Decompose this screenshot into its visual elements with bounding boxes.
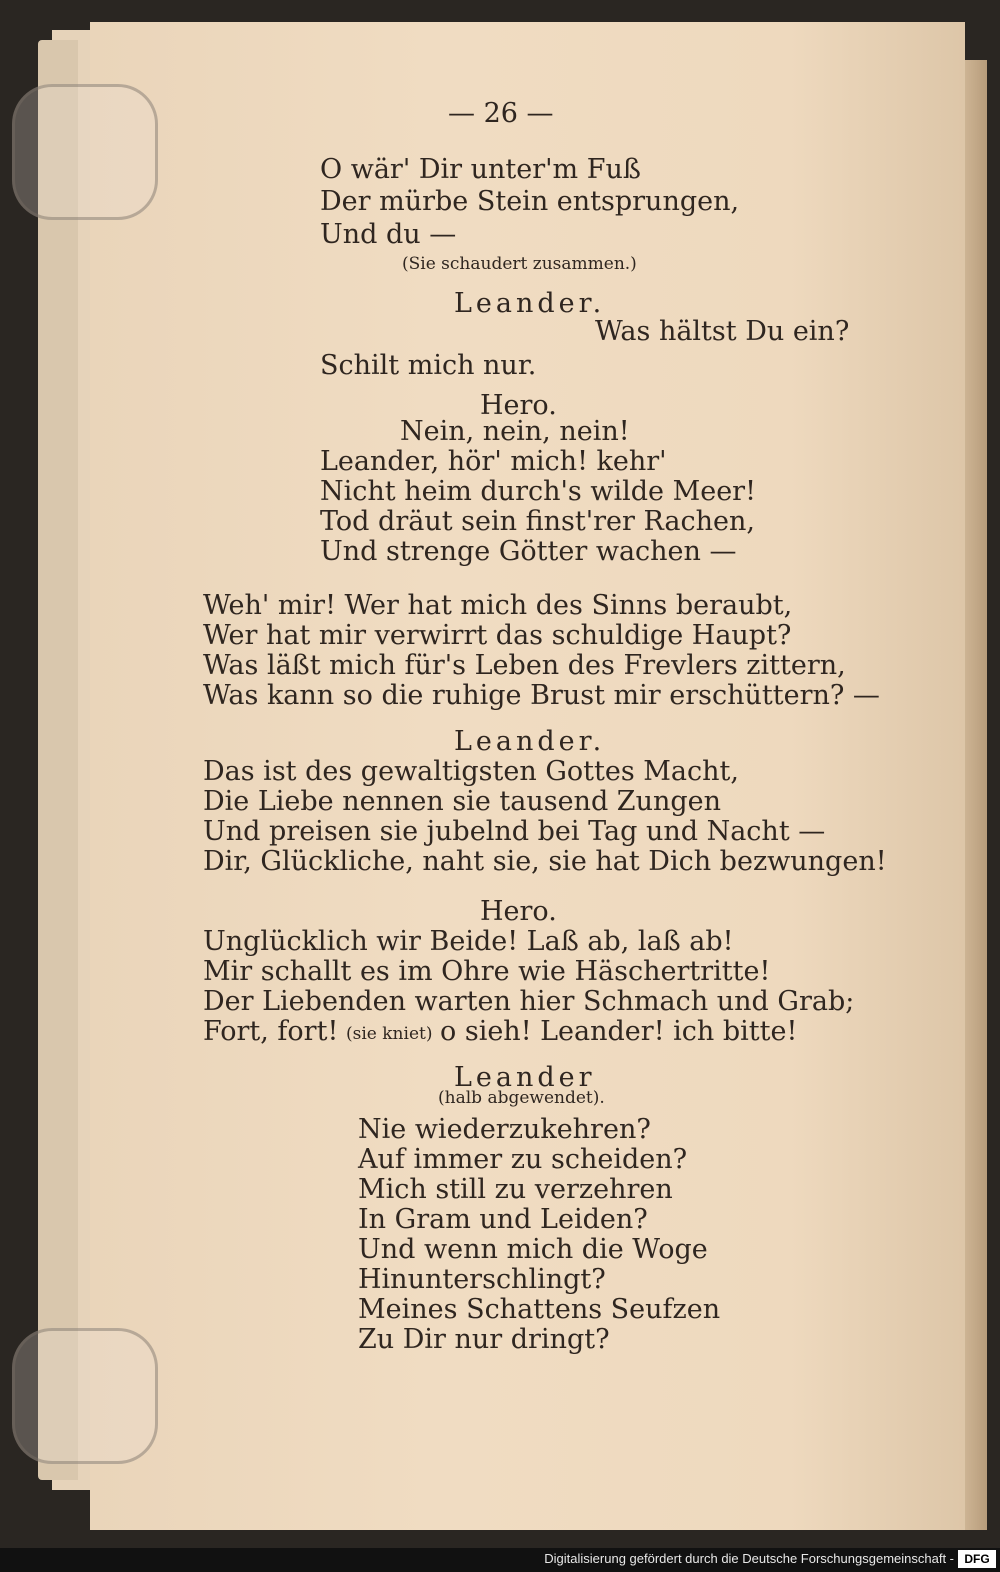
speaker-name: Leander [454, 1062, 596, 1093]
verse-line: Unglücklich wir Beide! Laß ab, laß ab! [203, 926, 734, 957]
verse-line: Das ist des gewaltigsten Gottes Macht, [203, 756, 739, 787]
verse-line: Tod dräut sein finst'rer Rachen, [320, 506, 755, 537]
verse-line: Nicht heim durch's wilde Meer! [320, 476, 756, 507]
verse-line: Meines Schattens Seufzen [358, 1294, 721, 1325]
stage-direction: (Sie schaudert zusammen.) [402, 254, 637, 274]
verse-line: Zu Dir nur dringt? [358, 1324, 610, 1355]
verse-line: Die Liebe nennen sie tausend Zungen [203, 786, 721, 817]
verse-line: Was kann so die ruhige Brust mir erschüttern? — [203, 680, 880, 711]
verse-line: Der mürbe Stein entsprungen, [320, 186, 740, 217]
dfg-logo: DFG [958, 1550, 996, 1568]
verse-line: Fort, fort! [203, 1016, 339, 1047]
verse-line: Auf immer zu scheiden? [358, 1144, 688, 1175]
verse-line: Der Liebenden warten hier Schmach und Grab; [203, 986, 855, 1017]
verse-line: Hinunterschlingt? [358, 1264, 606, 1295]
stage-direction: (sie kniet) [346, 1024, 433, 1044]
bottom-clip [12, 1328, 158, 1464]
footer-credit: Digitalisierung gefördert durch die Deutsche Forschungsgemeinschaft - [544, 1551, 954, 1566]
verse-line: Dir, Glückliche, naht sie, sie hat Dich bezwungen! [203, 846, 887, 877]
verse-line: Was läßt mich für's Leben des Frevlers zittern, [203, 650, 846, 681]
verse-line: In Gram und Leiden? [358, 1204, 648, 1235]
speaker-name: Hero. [480, 390, 557, 421]
verse-line: Mich still zu verzehren [358, 1174, 673, 1205]
verse-line: Und wenn mich die Woge [358, 1234, 708, 1265]
verse-line: Weh' mir! Wer hat mich des Sinns beraubt, [203, 590, 793, 621]
stage-direction: (halb abgewendet). [438, 1088, 605, 1108]
verse-line: Mir schallt es im Ohre wie Häschertritte! [203, 956, 771, 987]
verse-line: o sieh! Leander! ich bitte! [440, 1016, 798, 1047]
verse-line: Was hältst Du ein? [595, 316, 850, 347]
page-stack-edge-lower [38, 40, 78, 1480]
verse-line: O wär' Dir unter'm Fuß [320, 154, 641, 185]
verse-line: Und du — [320, 219, 457, 250]
top-clip [12, 84, 158, 220]
verse-line: Nie wiederzukehren? [358, 1114, 651, 1145]
verse-line: Wer hat mir verwirrt das schuldige Haupt? [203, 620, 792, 651]
verse-line: Und strenge Götter wachen — [320, 536, 737, 567]
verse-line: Leander, hör' mich! kehr' [320, 446, 667, 477]
verse-line: Und preisen sie jubelnd bei Tag und Nacht — [203, 816, 826, 847]
speaker-name: Leander. [454, 288, 606, 319]
speaker-name: Leander. [454, 726, 606, 757]
verse-line: Nein, nein, nein! [400, 416, 630, 447]
page-number: — 26 — [448, 98, 554, 129]
verse-line: Schilt mich nur. [320, 350, 537, 381]
speaker-name: Hero. [480, 896, 557, 927]
